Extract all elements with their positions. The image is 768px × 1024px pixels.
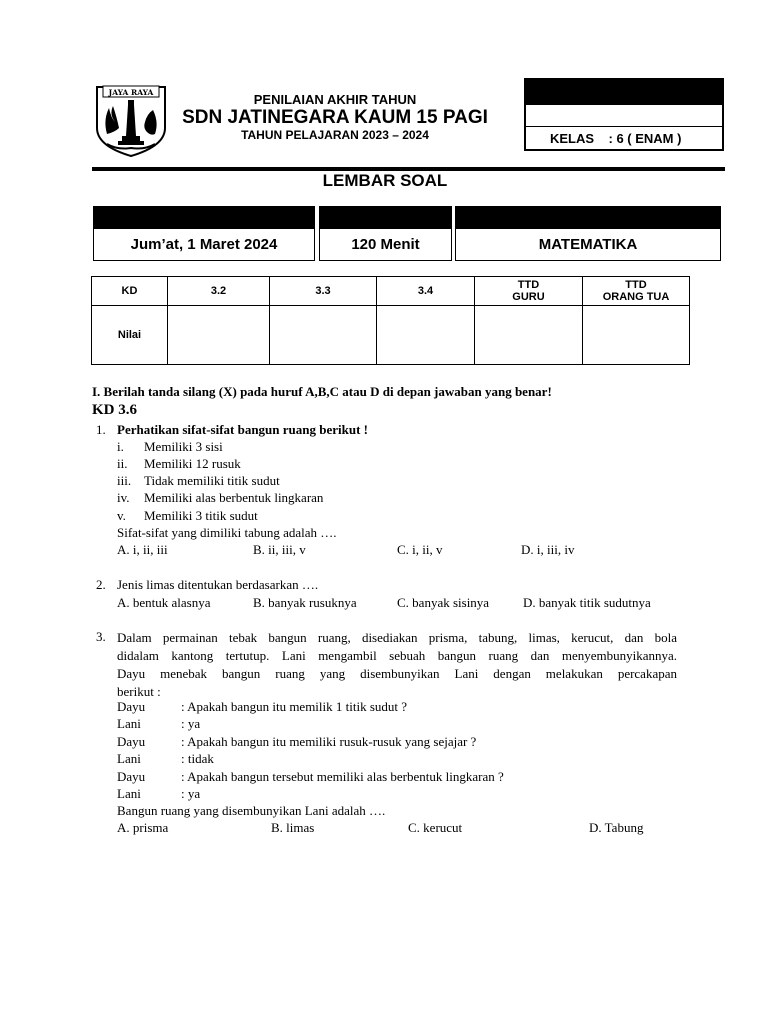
identity-blank-field[interactable] <box>526 105 722 127</box>
score-table <box>91 276 690 365</box>
q1-question: Sifat-sifat yang dimiliki tabung adalah …. <box>117 525 337 540</box>
q1-option-d[interactable]: D. i, iii, iv <box>521 542 575 557</box>
nilai-cell-3-4[interactable] <box>377 306 475 365</box>
nilai-cell-3-3[interactable] <box>270 306 377 365</box>
col-kd-3-4: 3.4 <box>377 277 475 306</box>
score-table-header-row <box>92 277 690 306</box>
exam-date: Jum’at, 1 Maret 2024 <box>130 236 278 253</box>
ttd-guru-line2: GURU <box>512 291 545 303</box>
q1-item-text: Memiliki 12 rusuk <box>144 456 241 471</box>
instruction-text: I. Berilah tanda silang (X) pada huruf A,B,C atau D di depan jawaban yang benar! <box>92 384 552 399</box>
q1-item-num: iv. <box>117 490 130 505</box>
duration-box-header <box>320 207 451 229</box>
dialog-line: : Apakah bangun itu memilik 1 titik sudut ? <box>181 699 408 714</box>
q1-number: 1. <box>96 422 106 437</box>
q1-item-num: i. <box>117 439 124 454</box>
q3-paragraph <box>117 629 677 701</box>
ttd-ortu-line2: ORANG TUA <box>602 291 670 303</box>
dialog-line: : Apakah bangun tersebut memiliki alas berbentuk lingkaran ? <box>181 769 504 784</box>
dialog-speaker: Lani <box>117 716 141 731</box>
q1-item-text: Tidak memiliki titik sudut <box>144 473 280 488</box>
q2-text: Jenis limas ditentukan berdasarkan …. <box>117 577 319 592</box>
q1-item-num: ii. <box>117 456 128 471</box>
page-title: LEMBAR SOAL <box>322 171 448 190</box>
col-kd-3-3: 3.3 <box>270 277 377 306</box>
q1-option-b[interactable]: B. ii, iii, v <box>253 542 306 557</box>
q1-option-a[interactable]: A. i, ii, iii <box>117 542 168 557</box>
score-table-nilai-row <box>92 306 690 365</box>
q1-item-text: Memiliki 3 titik sudut <box>144 508 258 523</box>
ttd-guru-line1: TTD <box>517 279 540 291</box>
exam-subject: MATEMATIKA <box>538 236 638 253</box>
q2-option-d[interactable]: D. banyak titik sudutnya <box>523 595 651 610</box>
jaya-raya-emblem-icon <box>93 84 169 158</box>
q2-number: 2. <box>96 577 106 592</box>
signature-cell-guru[interactable] <box>475 306 583 365</box>
q3-option-d[interactable]: D. Tabung <box>589 820 644 835</box>
date-box-header <box>94 207 314 229</box>
academic-year: TAHUN PELAJARAN 2023 – 2024 <box>241 128 429 142</box>
class-label: KELAS : 6 ( ENAM ) <box>550 131 682 146</box>
q1-item-text: Memiliki 3 sisi <box>144 439 223 454</box>
dialog-speaker: Lani <box>117 786 141 801</box>
q3-number: 3. <box>96 629 106 644</box>
nilai-label: Nilai <box>92 306 168 365</box>
subject-box-header <box>456 207 720 229</box>
col-kd: KD <box>92 277 168 306</box>
kd-heading: KD 3.6 <box>92 402 137 418</box>
col-ttd-orang-tua <box>583 277 690 306</box>
col-ttd-guru <box>475 277 583 306</box>
logo-text: JAYA RAYA <box>108 88 154 97</box>
q1-item-text: Memiliki alas berbentuk lingkaran <box>144 490 324 505</box>
q1-item-num: v. <box>117 508 126 523</box>
col-kd-3-2: 3.2 <box>168 277 270 306</box>
nilai-cell-3-2[interactable] <box>168 306 270 365</box>
school-name: SDN JATINEGARA KAUM 15 PAGI <box>182 107 488 128</box>
q2-option-b[interactable]: B. banyak rusuknya <box>253 595 357 610</box>
q3-option-a[interactable]: A. prisma <box>117 820 169 835</box>
subject-box <box>455 206 721 261</box>
q3-line: berikut : <box>117 684 161 699</box>
dialog-line: : Apakah bangun itu memiliki rusuk-rusuk yang sejajar ? <box>181 734 477 749</box>
signature-cell-orang-tua[interactable] <box>583 306 690 365</box>
duration-box <box>319 206 452 261</box>
dialog-speaker: Dayu <box>117 734 146 749</box>
q3-option-b[interactable]: B. limas <box>271 820 315 835</box>
q3-question: Bangun ruang yang disembunyikan Lani adalah …. <box>117 803 386 818</box>
school-logo <box>93 84 169 158</box>
q3-option-c[interactable]: C. kerucut <box>408 820 463 835</box>
q1-option-c[interactable]: C. i, ii, v <box>397 542 443 557</box>
dialog-speaker: Dayu <box>117 769 146 784</box>
date-box <box>93 206 315 261</box>
exam-name: PENILAIAN AKHIR TAHUN <box>253 92 417 107</box>
q2-option-a[interactable]: A. bentuk alasnya <box>117 595 211 610</box>
ttd-ortu-line1: TTD <box>625 279 647 291</box>
exam-duration: 120 Menit <box>351 236 420 253</box>
q3-line: didalam kantong tertutup. Lani mengambil sebuah bangun ruang dan menyembunyikannya. <box>117 648 677 663</box>
dialog-line: : ya <box>181 786 201 801</box>
dialog-line: : ya <box>181 716 201 731</box>
q3-line: Dayu menebak bangun ruang yang disembunyikan Lani dengan melakukan percakapan <box>117 666 677 681</box>
q1-item-num: iii. <box>117 473 132 488</box>
dialog-line: : tidak <box>181 751 214 766</box>
dialog-speaker: Dayu <box>117 699 146 714</box>
student-identity-box <box>524 78 724 151</box>
dialog-speaker: Lani <box>117 751 141 766</box>
q1-text: Perhatikan sifat-sifat bangun ruang berikut ! <box>117 422 368 437</box>
q2-option-c[interactable]: C. banyak sisinya <box>397 595 490 610</box>
identity-black-bar <box>526 80 722 105</box>
q3-line: Dalam permainan tebak bangun ruang, disediakan prisma, tabung, limas, kerucut, dan bola <box>117 630 677 645</box>
